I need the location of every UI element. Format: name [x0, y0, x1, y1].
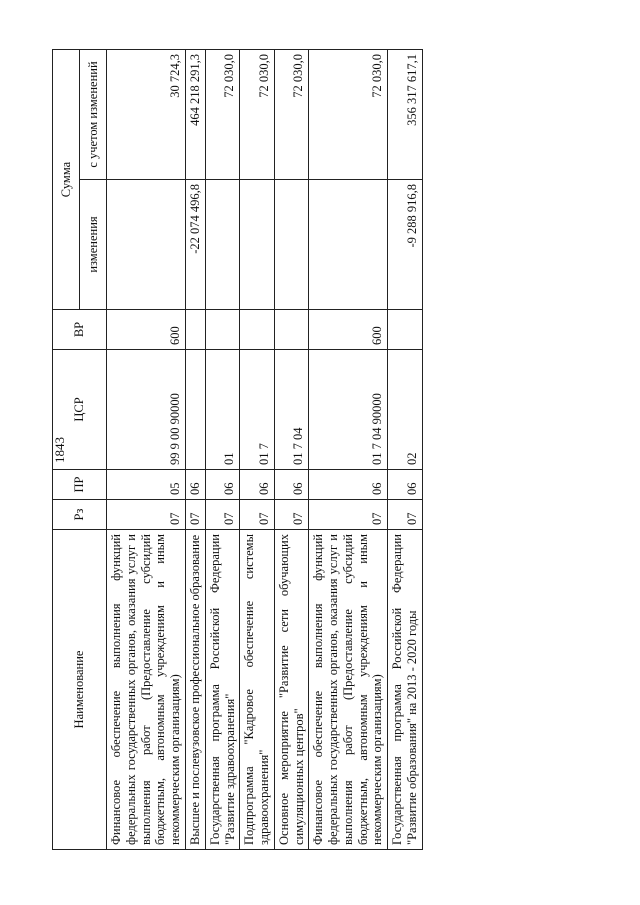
- budget-table: [52, 49, 423, 850]
- cell-name: Высшее и послевузовское профессиональное образование: [185, 530, 205, 850]
- cell-with-changes: 72 030,0: [274, 50, 309, 180]
- cell-csr: 01 7: [240, 350, 275, 470]
- header-csr: ЦСР: [53, 350, 107, 470]
- table-row: [274, 50, 309, 850]
- cell-changes: [274, 180, 309, 310]
- rotated-table-wrapper: [52, 50, 612, 850]
- cell-vr: 600: [107, 310, 186, 350]
- cell-csr: 02: [388, 350, 423, 470]
- table-row: [205, 50, 240, 850]
- cell-csr: 01 7 04 90000: [309, 350, 388, 470]
- cell-with-changes: 464 218 291,3: [185, 50, 205, 180]
- header-name: Наименование: [53, 530, 107, 850]
- cell-changes: [309, 180, 388, 310]
- cell-pr: 06: [185, 470, 205, 500]
- cell-changes: [107, 180, 186, 310]
- cell-rz: 07: [205, 500, 240, 530]
- header-with-changes: с учетом изменений: [80, 50, 107, 180]
- cell-with-changes: 356 317 617,1: [388, 50, 423, 180]
- cell-vr: 600: [309, 310, 388, 350]
- cell-name: Финансовое обеспечение выполнения функций федеральных государственных органов, оказания услуг и выполнения работ (Предоставление субсидий бюджетным, автономным учреждениям и иным некоммерческим организациям): [107, 530, 186, 850]
- cell-pr: 06: [205, 470, 240, 500]
- cell-changes: [240, 180, 275, 310]
- cell-vr: [185, 310, 205, 350]
- cell-csr: 01: [205, 350, 240, 470]
- cell-vr: [205, 310, 240, 350]
- cell-name: Государственная программа Российской Федерации "Развитие здравоохранения": [205, 530, 240, 850]
- table-row: [185, 50, 205, 850]
- cell-pr: 06: [309, 470, 388, 500]
- header-changes: изменения: [80, 180, 107, 310]
- cell-vr: [388, 310, 423, 350]
- page-number: 1843: [52, 437, 67, 463]
- cell-rz: 07: [107, 500, 186, 530]
- cell-changes: [205, 180, 240, 310]
- cell-vr: [240, 310, 275, 350]
- cell-rz: 07: [240, 500, 275, 530]
- cell-vr: [274, 310, 309, 350]
- cell-pr: 06: [240, 470, 275, 500]
- table-row: [309, 50, 388, 850]
- header-vr: ВР: [53, 310, 107, 350]
- cell-rz: 07: [388, 500, 423, 530]
- cell-pr: 06: [388, 470, 423, 500]
- table-row: [240, 50, 275, 850]
- header-rz: Рз: [53, 500, 107, 530]
- cell-rz: 07: [309, 500, 388, 530]
- cell-pr: 06: [274, 470, 309, 500]
- cell-name: Финансовое обеспечение выполнения функций федеральных государственных органов, оказания услуг и выполнения работ (Предоставление субсидий бюджетным, автономным учреждениям и иным некоммерческим организациям): [309, 530, 388, 850]
- header-pr: ПР: [53, 470, 107, 500]
- cell-with-changes: 30 724,3: [107, 50, 186, 180]
- header-sum: Сумма: [53, 50, 80, 310]
- cell-pr: 05: [107, 470, 186, 500]
- cell-with-changes: 72 030,0: [240, 50, 275, 180]
- cell-with-changes: 72 030,0: [309, 50, 388, 180]
- cell-rz: 07: [185, 500, 205, 530]
- cell-name: Основное мероприятие "Развитие сети обучающих симуляционных центров": [274, 530, 309, 850]
- cell-name: Подпрограмма "Кадровое обеспечение системы здравоохранения": [240, 530, 275, 850]
- cell-csr: 01 7 04: [274, 350, 309, 470]
- cell-csr: [185, 350, 205, 470]
- cell-csr: 99 9 00 90000: [107, 350, 186, 470]
- cell-rz: 07: [274, 500, 309, 530]
- table-body: [107, 50, 423, 850]
- cell-changes: -9 288 916,8: [388, 180, 423, 310]
- table-row: [107, 50, 186, 850]
- cell-with-changes: 72 030,0: [205, 50, 240, 180]
- cell-changes: -22 074 496,8: [185, 180, 205, 310]
- table-row: [388, 50, 423, 850]
- cell-name: Государственная программа Российской Федерации "Развитие образования" на 2013 - 2020 годы: [388, 530, 423, 850]
